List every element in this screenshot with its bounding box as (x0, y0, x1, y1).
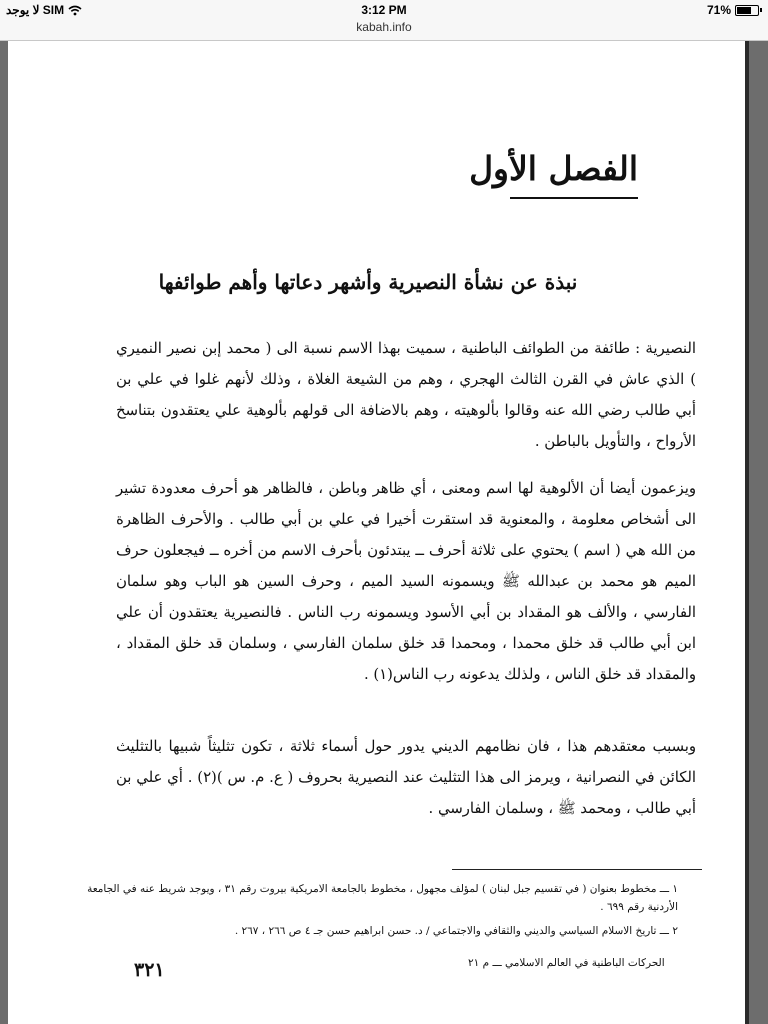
status-bar (0, 0, 768, 20)
page-edge (745, 41, 749, 1024)
chapter-underline (510, 197, 638, 199)
footnote-1: ١ ـــ مخطوط بعنوان ( في تقسيم جبل لبنان ) لمؤلف مجهول ، مخطوط بالجامعة الامريكية بيروت رقم ٣١ ، ويوجد شريط عنه في الجامعة الأردنية رقم ٦٩٩ . (87, 883, 678, 913)
paragraph-2: ويزعمون أيضا أن الألوهية لها اسم ومعنى ، أي ظاهر وباطن ، فالظاهر هو أحرف معدودة تشير الى أشخاص معلومة ، والمعنوية قد استقرت أخيرا في علي بن أبي طالب . والأحرف الظاهرة من الله هي ( اسم ) يحتوي على ثلاثة أحرف ــ يبتدئون بأحرف الاسم من أخره ــ فيجعلون حرف الميم هو محمد بن عبدالله ﷺ ويسمونه السيد الميم ، وحرف السين هو الباب وهو سلمان الفارسي ، والألف هو المقداد بن أبي الأسود ويسمونه رب الناس . فالنصيرية يعتقدون أن علي ابن أبي طالب قد خلق محمدا ، ومحمدا قد خلق سلمان الفارسي ، وسلمان قد خلق المقداد ، والمقداد قد خلق الناس ، ولذلك يدعونه رب الناس(١) . (116, 480, 696, 683)
page-content (8, 41, 748, 1024)
url-domain[interactable]: kabah.info (356, 20, 412, 34)
url-bar[interactable] (0, 20, 768, 41)
battery-percent: 71% (706, 3, 731, 17)
status-time: 3:12 PM (361, 3, 407, 17)
battery-group (707, 3, 762, 17)
battery-tip (760, 8, 762, 12)
paragraph-1: النصيرية : طائفة من الطوائف الباطنية ، سميت بهذا الاسم نسبة الى ( محمد إبن نصير النميري ) الذي عاش في القرن الثالث الهجري ، وهم من الشيعة الغلاة ، وذلك لأنهم غلوا في علي بن أبي طالب رضي الله عنه وقالوا بألوهيته ، وهم بالاضافة الى قولهم بألوهية علي يعتقدون بتناسخ الأرواح ، والتأويل بالباطن . (116, 340, 696, 450)
carrier-label: لا يوجد SIM (6, 3, 65, 17)
chapter-title: الفصل الأول (469, 149, 638, 188)
battery-fill (737, 7, 751, 14)
section-title: نبذة عن نشأة النصيرية وأشهر دعاتها وأهم طوائفها (158, 270, 578, 294)
page-number: ٣٢١ (134, 959, 165, 981)
footnote-2: ٢ ـــ تاريخ الاسلام السياسي والديني والثقافي والاجتماعي / د. حسن ابراهيم حسن جـ ٤ ص ٢٦٦ ، ٢٦٧ . (234, 925, 678, 937)
document-page (8, 41, 748, 1024)
battery-icon (735, 5, 759, 16)
book-signature-line: الحركات الباطنية في العالم الاسلامي ـــ م ٢١ (468, 957, 665, 969)
paragraph-3: وبسبب معتقدهم هذا ، فان نظامهم الديني يدور حول أسماء ثلاثة ، تكون تثليثاً شبيها بالتثليث الكائن في النصرانية ، ويرمز الى هذا التثليث عند النصيرية بحروف ( ع. م. س )(٢) . أي علي بن أبي طالب ، ومحمد ﷺ ، وسلمان الفارسي . (116, 738, 696, 817)
footnote-separator (452, 869, 702, 870)
